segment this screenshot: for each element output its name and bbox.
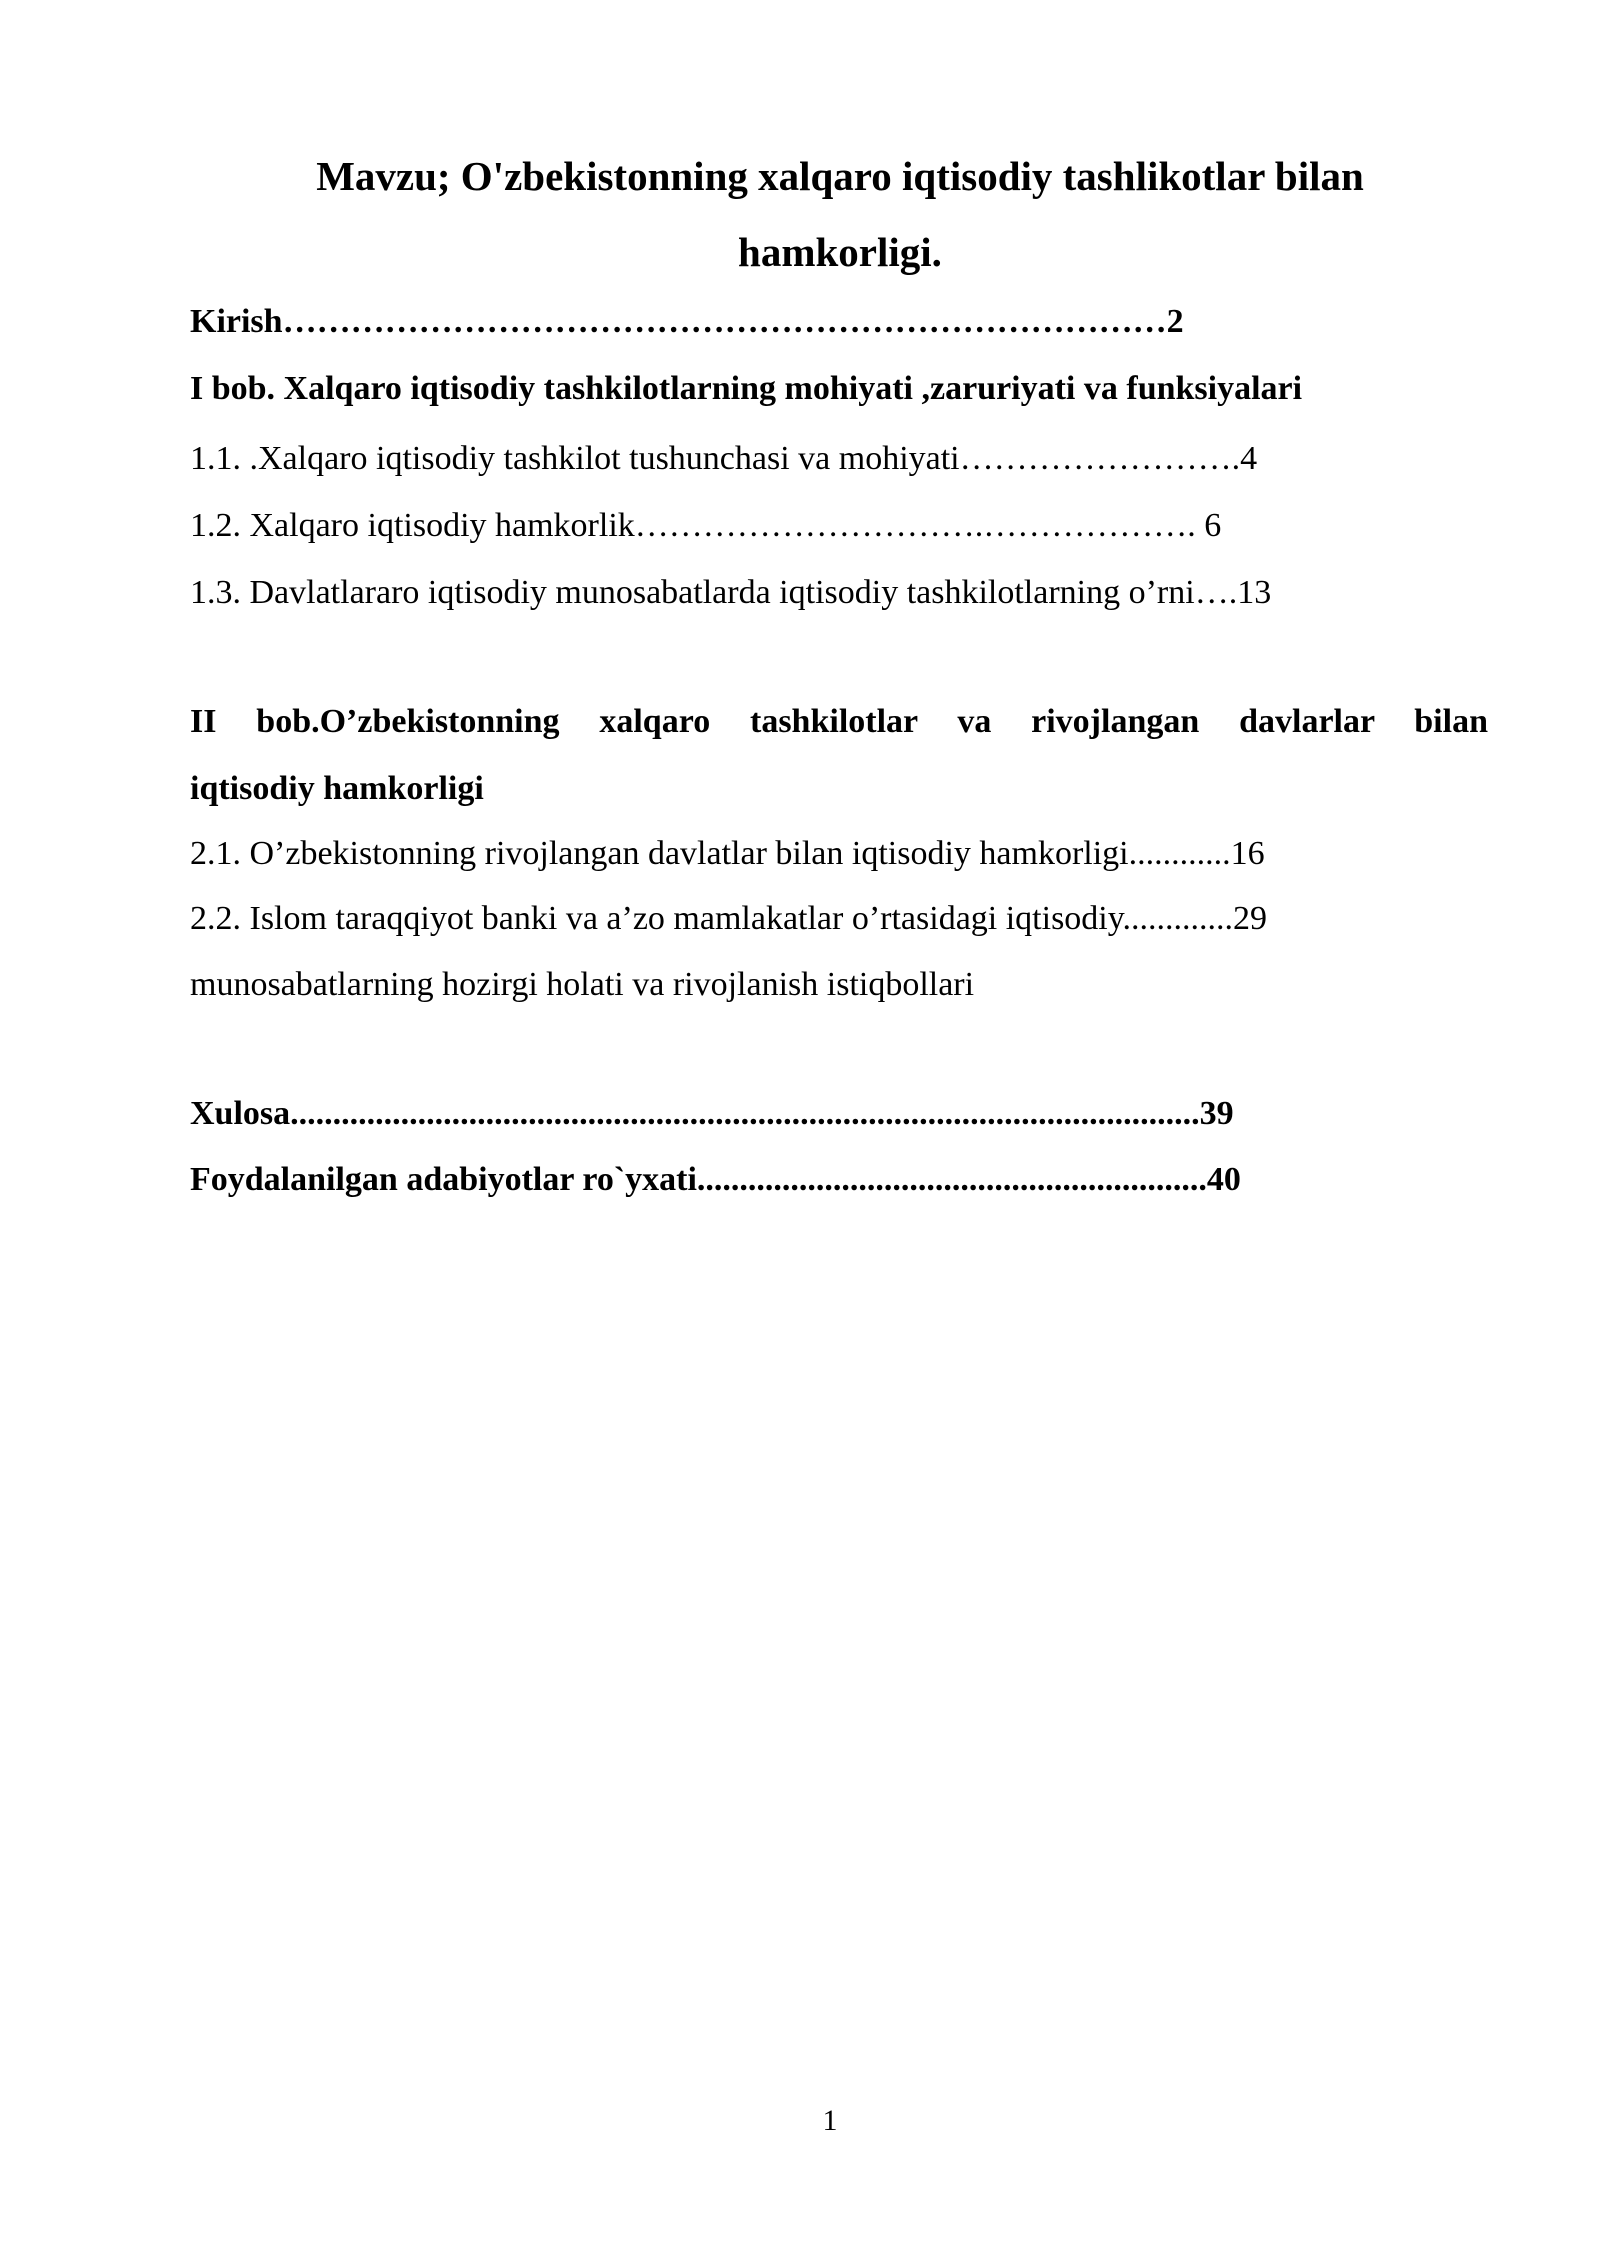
page-number: 1 bbox=[822, 2104, 838, 2137]
toc-section-2-1: 2.1. O’zbekistonning rivojlangan davlatlar bilan iqtisodiy hamkorligi............16 bbox=[190, 835, 1265, 872]
toc-section-2-2-line-2: munosabatlarning hozirgi holati va rivojlanish istiqbollari bbox=[190, 966, 975, 1003]
document-title-line-2: hamkorligi. bbox=[738, 229, 942, 275]
toc-chapter-1-heading: I bob. Xalqaro iqtisodiy tashkilotlarning mohiyati ,zaruriyati va funksiyalari bbox=[190, 370, 1303, 407]
toc-section-2-2-line-1: 2.2. Islom taraqqiyot banki va a’zo mamlakatlar o’rtasidagi iqtisodiy.............29 bbox=[190, 900, 1268, 937]
toc-section-1-2: 1.2. Xalqaro iqtisodiy hamkorlik………………………….………………. 6 bbox=[190, 507, 1222, 544]
toc-entry-adabiyotlar: Foydalanilgan adabiyotlar ro`yxati............................................................40 bbox=[190, 1161, 1241, 1198]
toc-section-1-1: 1.1. .Xalqaro iqtisodiy tashkilot tushunchasi va mohiyati…………………….4 bbox=[190, 440, 1258, 477]
toc-entry-xulosa: Xulosa...........................................................................................................39 bbox=[190, 1095, 1234, 1132]
toc-chapter-2-heading-line-2: iqtisodiy hamkorligi bbox=[190, 770, 484, 807]
toc-chapter-2-heading-line-1: II bob.O’zbekistonning xalqaro tashkilotlar va rivojlangan davlarlar bilan bbox=[190, 703, 1488, 740]
document-title-line-1: Mavzu; O'zbekistonning xalqaro iqtisodiy tashlikotlar bilan bbox=[316, 153, 1364, 199]
toc-section-1-3: 1.3. Davlatlararo iqtisodiy munosabatlarda iqtisodiy tashkilotlarning o’rni….13 bbox=[190, 574, 1272, 611]
toc-entry-kirish: Kirish……………………………………………………………………2 bbox=[190, 303, 1184, 340]
